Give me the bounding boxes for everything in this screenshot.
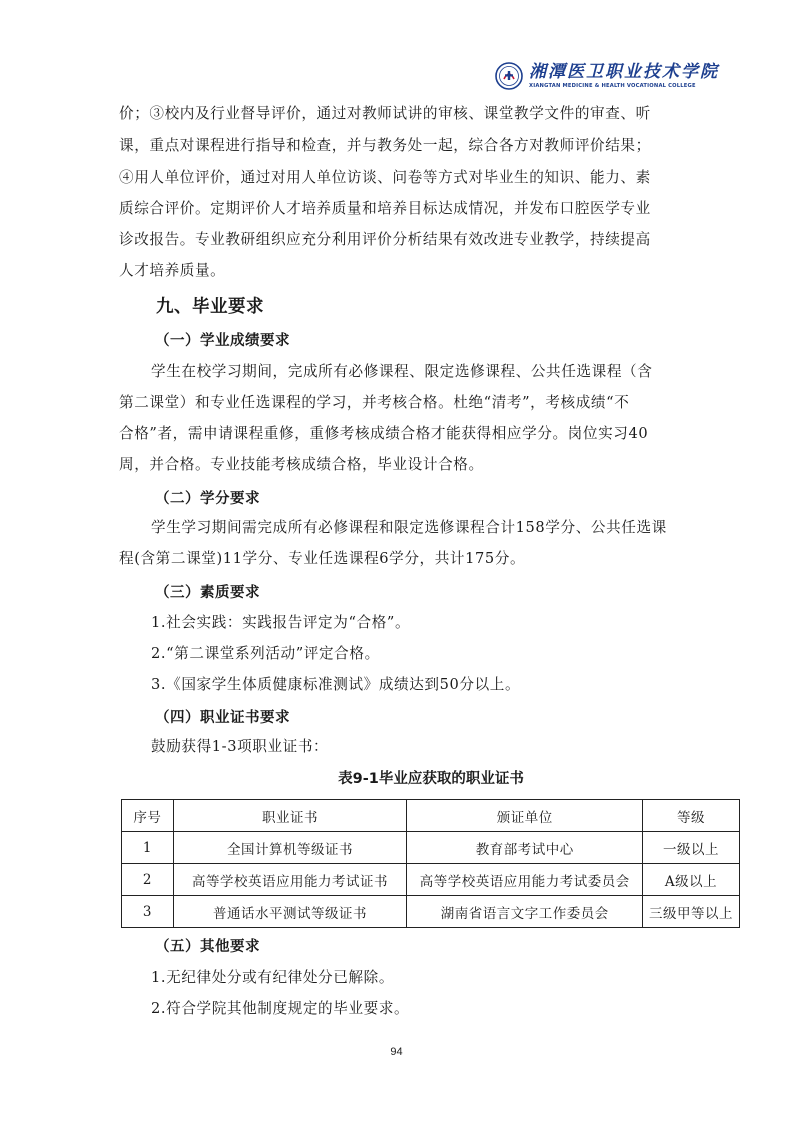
intro-line: 诊改报告。专业教研组织应充分利用评价分析结果有效改进专业教学，持续提高 <box>119 231 651 248</box>
cell-index: 1 <box>122 832 174 864</box>
cell-certificate: 全国计算机等级证书 <box>173 832 407 864</box>
cell-certificate: 高等学校英语应用能力考试证书 <box>173 864 407 896</box>
other-heading: （五）其他要求 <box>155 939 260 955</box>
college-name-cn: 湘潭医卫职业技术学院 <box>529 62 719 82</box>
cell-level: A级以上 <box>643 864 740 896</box>
academic-line: 周，并合格。专业技能考核成绩合格，毕业设计合格。 <box>119 456 484 473</box>
academic-line: 合格”者，需申请课程重修，重修考核成绩合格才能获得相应学分。岗位实习40 <box>119 425 649 442</box>
cell-issuer: 湖南省语言文字工作委员会 <box>407 896 643 928</box>
certificate-intro: 鼓励获得1-3项职业证书： <box>151 738 329 755</box>
column-header-certificate: 职业证书 <box>173 800 407 832</box>
college-logo <box>495 58 755 94</box>
credits-line: 学生学习期间需完成所有必修课程和限定选修课程合计158学分、公共任选课 <box>151 519 667 536</box>
intro-line: ④用人单位评价，通过对用人单位访谈、问卷等方式对毕业生的知识、能力、素 <box>119 169 651 186</box>
quality-item: 3.《国家学生体质健康标准测试》成绩达到50分以上。 <box>151 676 521 693</box>
certificate-heading: （四）职业证书要求 <box>155 710 290 726</box>
quality-heading: （三）素质要求 <box>155 585 260 601</box>
intro-line: 质综合评价。定期评价人才培养质量和培养目标达成情况，并发布口腔医学专业 <box>119 200 651 217</box>
intro-line: 课，重点对课程进行指导和检查，并与教务处一起，综合各方对教师评价结果； <box>119 137 651 154</box>
credits-line: 程(含第二课堂)11学分、专业任选课程6学分，共计175分。 <box>119 550 526 567</box>
table-row <box>122 832 740 864</box>
academic-heading: （一）学业成绩要求 <box>155 333 290 349</box>
intro-line: 价；③校内及行业督导评价，通过对教师试讲的审核、课堂教学文件的审查、听 <box>119 105 651 122</box>
section-title: 九、毕业要求 <box>156 297 264 317</box>
academic-line: 学生在校学习期间，完成所有必修课程、限定选修课程、公共任选课程（含 <box>151 363 653 380</box>
cell-index: 2 <box>122 864 174 896</box>
cell-level: 三级甲等以上 <box>643 896 740 928</box>
cell-issuer: 高等学校英语应用能力考试委员会 <box>407 864 643 896</box>
cell-certificate: 普通话水平测试等级证书 <box>173 896 407 928</box>
cell-level: 一级以上 <box>643 832 740 864</box>
intro-line: 人才培养质量。 <box>119 262 226 279</box>
page-number: 94 <box>390 1046 403 1058</box>
table-title: 表9-1毕业应获取的职业证书 <box>338 771 524 787</box>
other-item: 2.符合学院其他制度规定的毕业要求。 <box>151 1000 410 1017</box>
column-header-issuer: 颁证单位 <box>407 800 643 832</box>
college-name-en: XIANGTAN MEDICINE & HEALTH VOCATIONAL COLLEGE <box>529 83 696 89</box>
quality-item: 1.社会实践：实践报告评定为“合格”。 <box>151 614 411 631</box>
cell-index: 3 <box>122 896 174 928</box>
cell-issuer: 教育部考试中心 <box>407 832 643 864</box>
quality-item: 2.“第二课堂系列活动”评定合格。 <box>151 645 380 662</box>
table-row <box>122 864 740 896</box>
certificate-table <box>121 799 740 928</box>
academic-line: 第二课堂）和专业任选课程的学习，并考核合格。杜绝“清考”，考核成绩“不 <box>119 394 630 411</box>
credits-heading: （二）学分要求 <box>155 491 260 507</box>
college-emblem-icon <box>495 62 523 90</box>
column-header-index: 序号 <box>122 800 174 832</box>
table-header-row <box>122 800 740 832</box>
table-row <box>122 896 740 928</box>
column-header-level: 等级 <box>643 800 740 832</box>
other-item: 1.无纪律处分或有纪律处分已解除。 <box>151 969 395 986</box>
